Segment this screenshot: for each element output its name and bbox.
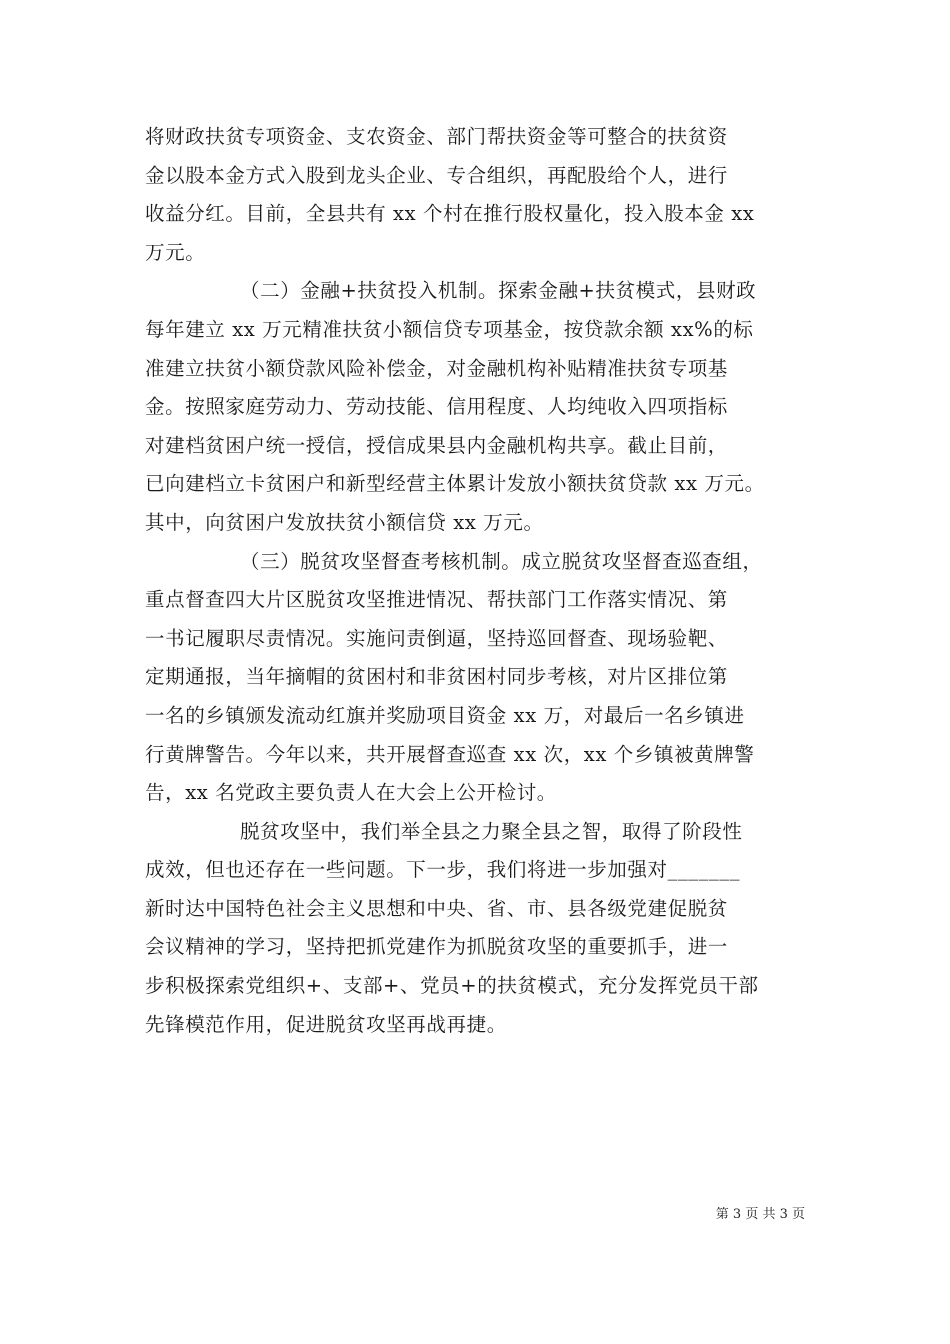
text-line: 将财政扶贫专项资金、支农资金、部门帮扶资金等可整合的扶贫资 <box>145 125 728 148</box>
text-line: 定期通报，当年摘帽的贫困村和非贫困村同步考核，对片区排位第 <box>145 665 728 689</box>
text-line: 成效，但也还存在一些问题。下一步，我们将进一步加强对_______ <box>145 858 741 882</box>
text-line: 重点督查四大片区脱贫攻坚推进情况、帮扶部门工作落实情况、第 <box>145 588 728 612</box>
text-line: 准建立扶贫小额贷款风险补偿金，对金融机构补贴精准扶贫专项基 <box>145 356 728 380</box>
paragraph-conclusion <box>145 813 825 1045</box>
text-line: 行黄牌警告。今年以来，共开展督查巡查 xx 次，xx 个乡镇被黄牌警 <box>145 742 755 766</box>
text-line: 其中，向贫困户发放扶贫小额信贷 xx 万元。 <box>145 510 544 534</box>
text-line: 对建档贫困户统一授信，授信成果县内金融机构共享。截止目前， <box>145 433 728 457</box>
text-line: 一书记履职尽责情况。实施问责倒逼，坚持巡回督查、现场验靶、 <box>145 626 728 650</box>
text-line: 步积极探索党组织+、支部+、党员+的扶贫模式，充分发挥党员干部 <box>145 974 759 998</box>
text-line: 告，xx 名党政主要负责人在大会上公开检讨。 <box>145 781 557 805</box>
text-line: 收益分红。目前，全县共有 xx 个村在推行股权量化，投入股本金 xx <box>145 202 755 226</box>
paragraph-supervision-mechanism <box>145 543 825 813</box>
text-line: 一名的乡镇颁发流动红旗并奖励项目资金 xx 万，对最后一名乡镇进 <box>145 703 745 727</box>
text-line: 脱贫攻坚中，我们举全县之力聚全县之智，取得了阶段性 <box>240 819 743 843</box>
paragraph-equity-funds <box>145 118 825 272</box>
page-number-footer: 第 3 页 共 3 页 <box>715 1207 805 1222</box>
paragraph-finance-mechanism <box>145 272 825 542</box>
text-line: 万元。 <box>145 240 206 264</box>
text-line: 会议精神的学习，坚持把抓党建作为抓脱贫攻坚的重要抓手，进一 <box>145 935 728 959</box>
text-line: 每年建立 xx 万元精准扶贫小额信贷专项基金，按贷款余额 xx%的标 <box>145 317 754 341</box>
document-body <box>145 118 825 1044</box>
text-line: 已向建档立卡贫困户和新型经营主体累计发放小额扶贫贷款 xx 万元。 <box>145 472 765 496</box>
text-line: 金以股本金方式入股到龙头企业、专合组织，再配股给个人，进行 <box>145 163 728 187</box>
text-line: 先锋模范作用，促进脱贫攻坚再战再捷。 <box>145 1012 507 1036</box>
section-heading-line: （二）金融+扶贫投入机制。探索金融+扶贫模式，县财政 <box>240 279 757 303</box>
section-heading-line: （三）脱贫攻坚督查考核机制。成立脱贫攻坚督查巡查组， <box>240 549 763 573</box>
text-line: 金。按照家庭劳动力、劳动技能、信用程度、人均纯收入四项指标 <box>145 395 728 419</box>
text-line: 新时达中国特色社会主义思想和中央、省、市、县各级党建促脱贫 <box>145 896 728 920</box>
